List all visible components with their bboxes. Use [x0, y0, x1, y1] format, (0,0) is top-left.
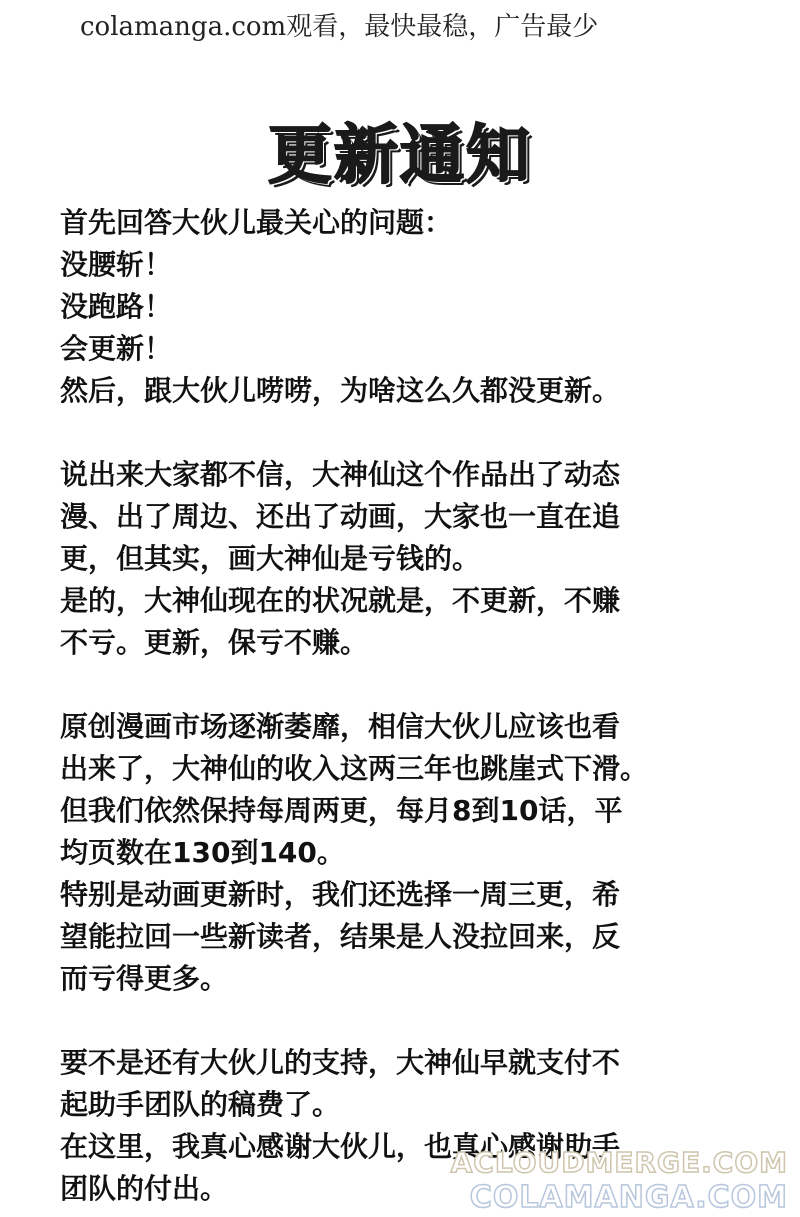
body-line: 原创漫画市场逐渐萎靡，相信大伙儿应该也看 — [60, 710, 621, 743]
body-line: 出来了，大神仙的收入这两三年也跳崖式下滑。 — [60, 752, 649, 785]
body-line: 而亏得更多。 — [60, 962, 229, 995]
body-line: 起助手团队的稿费了。 — [60, 1088, 341, 1121]
body-line: 会更新！ — [60, 332, 173, 365]
body-line: 望能拉回一些新读者，结果是人没拉回来，反 — [60, 920, 621, 953]
watermark-colamanga: COLAMANGA.COM — [469, 1180, 788, 1215]
body-line: 漫、出了周边、还出了动画，大家也一直在追 — [60, 500, 621, 533]
body-line: 均页数在130到140。 — [60, 836, 345, 869]
source-site-line: colamanga.com观看，最快最稳，广告最少 — [80, 12, 599, 42]
body-line: 不亏。更新，保亏不赚。 — [60, 626, 369, 659]
body-line: 但我们依然保持每周两更，每月8到10话，平 — [60, 794, 623, 827]
body-line: 团队的付出。 — [60, 1172, 229, 1205]
notice-body — [60, 202, 740, 1210]
body-line: 更，但其实，画大神仙是亏钱的。 — [60, 542, 481, 575]
body-line: 没跑路！ — [60, 290, 173, 323]
paragraph-gap — [60, 664, 740, 706]
body-line: 说出来大家都不信，大神仙这个作品出了动态 — [60, 458, 621, 491]
body-line: 没腰斩！ — [60, 248, 173, 281]
body-line: 首先回答大伙儿最关心的问题： — [60, 206, 453, 239]
body-line: 要不是还有大伙儿的支持，大神仙早就支付不 — [60, 1046, 621, 1079]
notice-title: 更新通知 — [268, 119, 532, 193]
paragraph-gap — [60, 1000, 740, 1042]
body-line: 然后，跟大伙儿唠唠，为啥这么久都没更新。 — [60, 374, 621, 407]
body-line: 在这里，我真心感谢大伙儿，也真心感谢助手 — [60, 1130, 621, 1163]
watermark-acloudmerge: ACLOUDMERGE.COM — [450, 1146, 788, 1179]
body-line: 特别是动画更新时，我们还选择一周三更，希 — [60, 878, 621, 911]
paragraph-gap — [60, 412, 740, 454]
body-line: 是的，大神仙现在的状况就是，不更新，不赚 — [60, 584, 621, 617]
